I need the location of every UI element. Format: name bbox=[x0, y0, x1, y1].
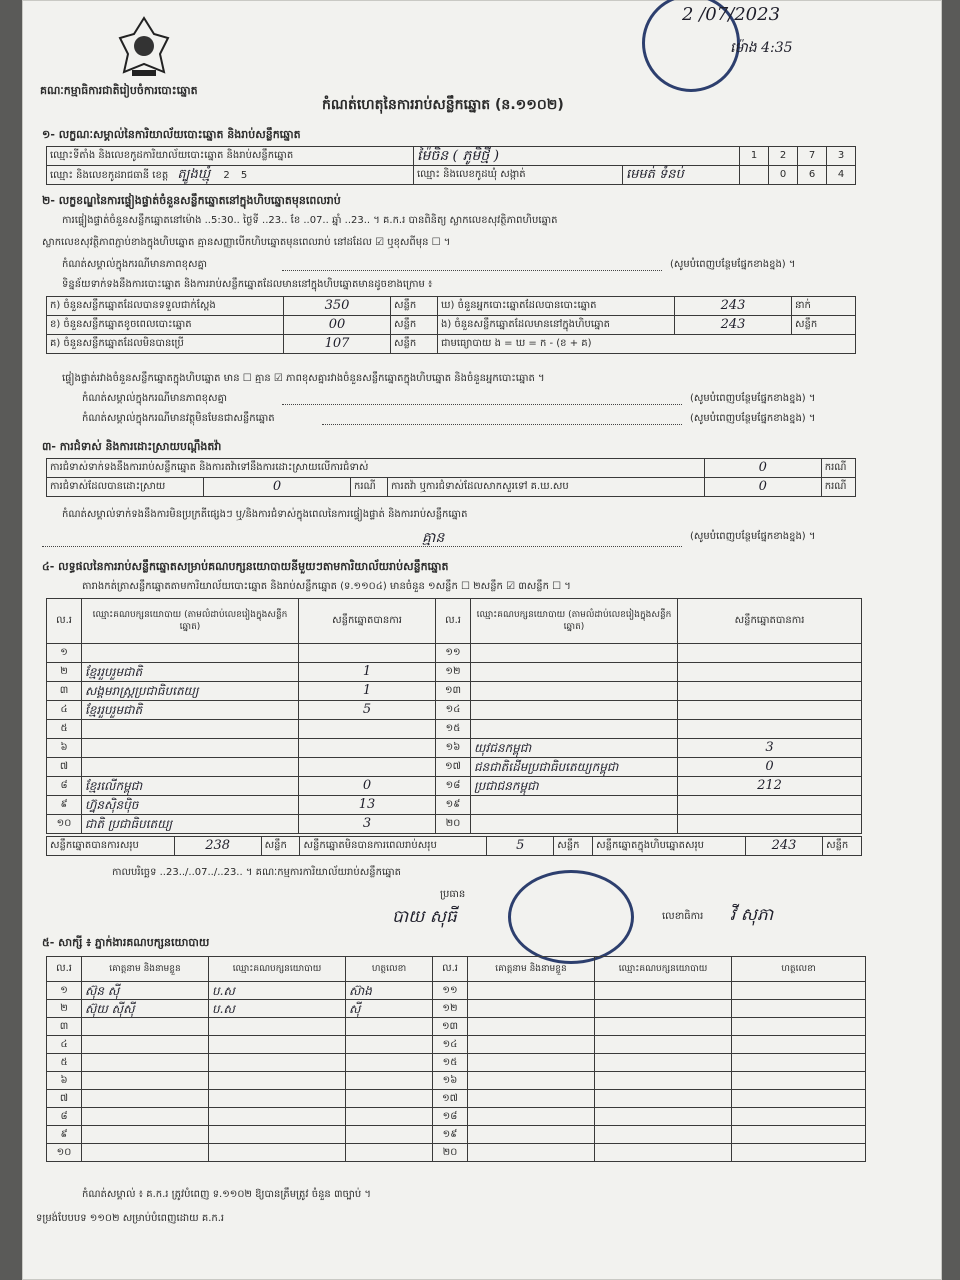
witness-party bbox=[595, 982, 732, 1000]
result-votes bbox=[678, 701, 862, 720]
witness-no: ២ bbox=[47, 1000, 82, 1018]
commune-digit: 4 bbox=[827, 166, 856, 185]
code-digit: 1 bbox=[740, 147, 769, 166]
commune-digit: 6 bbox=[798, 166, 827, 185]
witness-no: ១០ bbox=[47, 1144, 82, 1162]
location-label: ឈ្មោះទីតាំង និងលេខកូដការិយាល័យបោះឆ្នោត និងរាប់សន្លឹកឆ្នោត bbox=[47, 147, 414, 166]
witness-no: ៦ bbox=[47, 1072, 82, 1090]
witness-no: ១៦ bbox=[433, 1072, 468, 1090]
witness-signature bbox=[732, 982, 866, 1000]
results-col-no: ល.រ bbox=[47, 599, 82, 644]
result-no: ១៩ bbox=[436, 796, 471, 815]
table-row bbox=[47, 701, 862, 720]
witness-no: ១៨ bbox=[433, 1108, 468, 1126]
witness-signature bbox=[346, 1072, 433, 1090]
witness-signature bbox=[732, 1072, 866, 1090]
objection-row1-unit: ករណី bbox=[821, 459, 855, 478]
row-a-label: ក) ចំនួនសន្លឹកឆ្នោតដែលបានទទួលជាក់ស្តែង bbox=[47, 297, 284, 316]
result-party bbox=[471, 720, 678, 739]
result-no: ៥ bbox=[47, 720, 82, 739]
objection-row1-label: ការជំទាស់ទាក់ទងនឹងការរាប់សន្លឹកឆ្នោត និងការតវ៉ាទៅនឹងការដោះស្រាយលើការជំទាស់ bbox=[47, 459, 705, 478]
total-invalid-label: សន្លឹកឆ្នោតមិនបានការពេលរាប់សរុប bbox=[300, 837, 487, 856]
section2-line1: ការផ្ទៀងផ្ទាត់ចំនួនសន្លឹកឆ្នោតនៅម៉ោង ..5:30.. ថ្ងៃទី ..23.. ខែ ..07.. ឆ្នាំ ..23.. ។ គ.ក.រ បានពិនិត្យ ស្លាកលេខសុវត្ថិភាពហិបឆ្នោត bbox=[62, 215, 558, 226]
result-votes bbox=[678, 796, 862, 815]
witness-col-sig: ហត្ថលេខា bbox=[346, 957, 433, 982]
witness-party bbox=[209, 1072, 346, 1090]
table-row bbox=[47, 1036, 866, 1054]
result-party: ជនជាតិដើមប្រជាធិបតេយ្យកម្ពុជា bbox=[471, 758, 678, 777]
result-votes bbox=[678, 663, 862, 682]
stamp-time: ម៉ោង 4:35 bbox=[730, 40, 793, 56]
result-no: ១៣ bbox=[436, 682, 471, 701]
witness-name bbox=[468, 1054, 595, 1072]
result-party bbox=[82, 720, 299, 739]
code-digit: 7 bbox=[798, 147, 827, 166]
witness-name bbox=[468, 1108, 595, 1126]
row-a-value: 350 bbox=[284, 297, 391, 316]
table-row bbox=[47, 982, 866, 1000]
result-no: ១៤ bbox=[436, 701, 471, 720]
witness-party: ប.ស bbox=[209, 1000, 346, 1018]
province-label: ឈ្មោះ និងលេខកូដរាជធានី ខេត្ត bbox=[50, 169, 169, 181]
result-no: ១៨ bbox=[436, 777, 471, 796]
result-votes: 3 bbox=[678, 739, 862, 758]
province-digit: 2 bbox=[223, 169, 230, 181]
witness-name bbox=[82, 1126, 209, 1144]
row-e-value: 243 bbox=[675, 316, 792, 335]
result-votes bbox=[299, 758, 436, 777]
empty-cell bbox=[740, 166, 769, 185]
result-party: ប្រជាជនកម្ពុជា bbox=[471, 777, 678, 796]
total-box-value: 243 bbox=[746, 837, 823, 856]
result-votes bbox=[299, 644, 436, 663]
province-cell bbox=[47, 166, 414, 185]
witness-party bbox=[209, 1090, 346, 1108]
footer-note: កំណត់សម្គាល់ ៖ គ.ក.រ ត្រូវបំពេញ ទ.១១០២ ឱ្យបានត្រឹមត្រូវ ចំនួន ៣ច្បាប់ ។ bbox=[82, 1189, 371, 1200]
result-no: ៧ bbox=[47, 758, 82, 777]
result-party bbox=[82, 739, 299, 758]
result-no: ៩ bbox=[47, 796, 82, 815]
witness-party bbox=[209, 1054, 346, 1072]
witness-name bbox=[82, 1108, 209, 1126]
witness-signature bbox=[732, 1108, 866, 1126]
result-no: ៦ bbox=[47, 739, 82, 758]
witness-party bbox=[595, 1036, 732, 1054]
bullet1-line bbox=[282, 404, 682, 405]
president-signature: បាយ សុធី bbox=[392, 907, 457, 927]
row-d-value: 243 bbox=[675, 297, 792, 316]
witness-name bbox=[82, 1036, 209, 1054]
section2-bullet1: កំណត់សម្គាល់ក្នុងករណីមានភាពខុសគ្នា bbox=[82, 393, 228, 404]
witness-signature bbox=[732, 1126, 866, 1144]
witness-party bbox=[595, 1126, 732, 1144]
witness-party bbox=[209, 1018, 346, 1036]
section2-bullet2-hint: (សូមបំពេញបន្ថែមផ្នែកខាងខ្នង) ។ bbox=[690, 413, 816, 424]
result-no: ១៧ bbox=[436, 758, 471, 777]
province-digit: 5 bbox=[240, 169, 248, 181]
witness-name bbox=[82, 1018, 209, 1036]
result-votes: 13 bbox=[299, 796, 436, 815]
commune-label: ឈ្មោះ និងលេខកូដឃុំ សង្កាត់ bbox=[414, 166, 623, 185]
witness-no: ៨ bbox=[47, 1108, 82, 1126]
code-digit: 3 bbox=[827, 147, 856, 166]
witness-signature bbox=[732, 1090, 866, 1108]
result-no: ១៥ bbox=[436, 720, 471, 739]
total-valid-value: 238 bbox=[174, 837, 261, 856]
witness-signature bbox=[346, 1054, 433, 1072]
witness-party: ប.ស bbox=[209, 982, 346, 1000]
witness-party bbox=[595, 1090, 732, 1108]
witness-signature: ស៊ាង bbox=[346, 982, 433, 1000]
objections-table bbox=[46, 458, 856, 497]
result-votes: 5 bbox=[299, 701, 436, 720]
section2-bullet2: កំណត់សម្គាល់ក្នុងករណីមានវត្ថុមិនមែនជាសន្លឹកឆ្នោត bbox=[82, 413, 275, 424]
objection-row2-unit: ករណី bbox=[351, 478, 388, 497]
witness-signature bbox=[732, 1000, 866, 1018]
results-col-votes: សន្លឹកឆ្នោតបានការ bbox=[678, 599, 862, 644]
witness-no: ១៣ bbox=[433, 1018, 468, 1036]
ballot-data-table bbox=[46, 296, 856, 354]
row-c-unit: សន្លឹក bbox=[391, 335, 438, 354]
total-valid-unit: សន្លឹក bbox=[261, 837, 300, 856]
witness-no: ១ bbox=[47, 982, 82, 1000]
ballot-counting-form bbox=[22, 0, 942, 1280]
table-row bbox=[47, 1090, 866, 1108]
witness-table bbox=[46, 956, 866, 1162]
result-no: ៤ bbox=[47, 701, 82, 720]
witness-no: ៣ bbox=[47, 1018, 82, 1036]
table-row bbox=[47, 720, 862, 739]
commune-value: មេមត់ ទំនប់ bbox=[622, 166, 739, 185]
witness-name: ស៊ុយ ស៊ីស៊ី bbox=[82, 1000, 209, 1018]
result-no: ១២ bbox=[436, 663, 471, 682]
result-party bbox=[82, 758, 299, 777]
witness-name bbox=[468, 1036, 595, 1054]
witness-signature bbox=[732, 1036, 866, 1054]
witness-signature bbox=[346, 1018, 433, 1036]
section2-note-label: កំណត់សម្គាល់ក្នុងករណីមានភាពខុសគ្នា bbox=[62, 259, 208, 270]
table-row bbox=[47, 1000, 866, 1018]
witness-col-sig: ហត្ថលេខា bbox=[732, 957, 866, 982]
result-votes: 0 bbox=[678, 758, 862, 777]
result-votes bbox=[678, 644, 862, 663]
result-votes bbox=[678, 682, 862, 701]
formula: ជាមធ្យោបាយ ង = ឃ = ក - (ខ + គ) bbox=[438, 335, 856, 354]
result-party: ជាតិ ប្រជាធិបតេយ្យ bbox=[82, 815, 299, 834]
total-box-unit: សន្លឹក bbox=[823, 837, 862, 856]
table-row bbox=[47, 1144, 866, 1162]
witness-col-party: ឈ្មោះគណបក្សនយោបាយ bbox=[595, 957, 732, 982]
results-col-party: ឈ្មោះគណបក្សនយោបាយ (តាមលំដាប់លេខរៀងក្នុងសន្លឹកឆ្នោត) bbox=[82, 599, 299, 644]
objection-row2b-value: 0 bbox=[704, 478, 821, 497]
section3-note: កំណត់សម្គាល់ទាក់ទងនឹងការមិនប្រក្រតីផ្សេងៗ ឬ/និងការជំទាស់ក្នុងពេលនៃការផ្ទៀងផ្ទាត់ និងការរាប់សន្លឹកឆ្នោត bbox=[62, 509, 468, 520]
witness-signature bbox=[346, 1036, 433, 1054]
witness-name bbox=[82, 1090, 209, 1108]
objection-row2b-unit: ករណី bbox=[821, 478, 855, 497]
result-votes bbox=[299, 739, 436, 758]
witness-col-name: គោត្តនាម និងនាមខ្លួន bbox=[82, 957, 209, 982]
witness-no: ១២ bbox=[433, 1000, 468, 1018]
form-title: កំណត់ហេតុនៃការរាប់សន្លឹកឆ្នោត (ន.១១០២) bbox=[322, 97, 564, 113]
table-row bbox=[47, 682, 862, 701]
results-col-party: ឈ្មោះគណបក្សនយោបាយ (តាមលំដាប់លេខរៀងក្នុងសន្លឹកឆ្នោត) bbox=[471, 599, 678, 644]
table-row bbox=[47, 739, 862, 758]
result-party: សង្គមរាស្ត្រប្រជាធិបតេយ្យ bbox=[82, 682, 299, 701]
row-d-label: ឃ) ចំនួនអ្នកបោះឆ្នោតដែលបានបោះឆ្នោត bbox=[438, 297, 675, 316]
witness-signature bbox=[732, 1144, 866, 1162]
result-party: ខ្មែរលើកម្ពុជា bbox=[82, 777, 299, 796]
committee-stamp bbox=[508, 870, 634, 964]
row-c-value: 107 bbox=[284, 335, 391, 354]
result-no: ១១ bbox=[436, 644, 471, 663]
result-party bbox=[471, 682, 678, 701]
section4-intro: តារាងកត់ត្រាសន្លឹកឆ្នោតតាមការិយាល័យបោះឆ្នោត និងរាប់សន្លឹកឆ្នោត (ទ.១១០៤) មានចំនួន ១សន្លឹក ☐ ២សន្លឹក ☑ ៣សន្លឹក ☐ ។ bbox=[82, 581, 571, 592]
witness-signature: ស៊ី bbox=[346, 1000, 433, 1018]
result-party bbox=[471, 701, 678, 720]
table-row bbox=[47, 1072, 866, 1090]
witness-no: ១៩ bbox=[433, 1126, 468, 1144]
witness-signature bbox=[346, 1144, 433, 1162]
witness-name bbox=[468, 1144, 595, 1162]
result-party bbox=[82, 644, 299, 663]
row-e-label: ង) ចំនួនសន្លឹកឆ្នោតដែលមាននៅក្នុងហិបឆ្នោត bbox=[438, 316, 675, 335]
result-no: ១៦ bbox=[436, 739, 471, 758]
total-valid-label: សន្លឹកឆ្នោតបានការសរុប bbox=[47, 837, 175, 856]
witness-party bbox=[209, 1126, 346, 1144]
objection-row2b-label: ការតវ៉ា ឬការជំទាស់ដែលសាកសួរទៅ គ.ឃ.សប bbox=[388, 478, 705, 497]
note-line bbox=[282, 270, 662, 271]
section1-heading: ១- លក្ខណៈសម្គាល់នៃការិយាល័យបោះឆ្នោត និងរាប់សន្លឹកឆ្នោត bbox=[42, 128, 301, 141]
witness-col-no: ល.រ bbox=[47, 957, 82, 982]
total-invalid-unit: សន្លឹក bbox=[554, 837, 593, 856]
result-votes bbox=[299, 720, 436, 739]
nec-emblem-icon bbox=[114, 14, 174, 80]
table-row bbox=[47, 1126, 866, 1144]
section2-bullet1-hint: (សូមបំពេញបន្ថែមផ្នែកខាងខ្នង) ។ bbox=[690, 393, 816, 404]
witness-name bbox=[468, 1090, 595, 1108]
commune-digit: 0 bbox=[769, 166, 798, 185]
section4-heading: ៤- លទ្ធផលនៃការរាប់សន្លឹកឆ្នោតសម្រាប់គណបក្សនយោបាយនីមួយៗតាមការិយាល័យរាប់សន្លឹកឆ្នោត bbox=[42, 560, 449, 573]
section3-note-hint: (សូមបំពេញបន្ថែមផ្នែកខាងខ្នង) ។ bbox=[690, 531, 816, 542]
witness-no: ២០ bbox=[433, 1144, 468, 1162]
result-party: ហ្វ៊ុនស៊ិនប៉ិច bbox=[82, 796, 299, 815]
witness-name bbox=[468, 982, 595, 1000]
witness-name bbox=[468, 1000, 595, 1018]
witness-party bbox=[595, 1018, 732, 1036]
witness-no: ៧ bbox=[47, 1090, 82, 1108]
witness-name bbox=[468, 1072, 595, 1090]
table-row bbox=[47, 1054, 866, 1072]
secretary-label: លេខាធិការ bbox=[662, 911, 704, 922]
witness-no: ១៧ bbox=[433, 1090, 468, 1108]
row-c-label: គ) ចំនួនសន្លឹកឆ្នោតដែលមិនបានប្រើ bbox=[47, 335, 284, 354]
table-row bbox=[47, 1108, 866, 1126]
row-b-value: 00 bbox=[284, 316, 391, 335]
witness-no: ៩ bbox=[47, 1126, 82, 1144]
result-votes: 1 bbox=[299, 682, 436, 701]
stamp-date: 2 /07/2023 bbox=[682, 4, 781, 25]
witness-name bbox=[82, 1054, 209, 1072]
row-b-unit: សន្លឹក bbox=[391, 316, 438, 335]
section1-table bbox=[46, 146, 856, 185]
table-row bbox=[47, 796, 862, 815]
section5-heading: ៥- សាក្សី ៖ ភ្នាក់ងារគណបក្សនយោបាយ bbox=[42, 936, 210, 949]
section2-check-line: ផ្ទៀងផ្ទាត់រវាងចំនួនសន្លឹកឆ្នោតក្នុងហិបឆ្នោត មាន ☐ គ្មាន ☑ ភាពខុសគ្នារវាងចំនួនសន្លឹកឆ្នោតក្នុងហិបឆ្នោត និងចំនួនអ្នកបោះឆ្នោត ។ bbox=[62, 373, 545, 384]
witness-col-party: ឈ្មោះគណបក្សនយោបាយ bbox=[209, 957, 346, 982]
result-party bbox=[471, 815, 678, 834]
witness-party bbox=[209, 1036, 346, 1054]
row-e-unit: សន្លឹក bbox=[792, 316, 856, 335]
witness-name bbox=[468, 1126, 595, 1144]
witness-party bbox=[595, 1144, 732, 1162]
total-box-label: សន្លឹកឆ្នោតក្នុងហិបឆ្នោតសរុប bbox=[593, 837, 746, 856]
secretary-signature: វី សុភា bbox=[730, 905, 774, 925]
section3-note-line bbox=[42, 546, 682, 547]
witness-no: ១១ bbox=[433, 982, 468, 1000]
row-b-label: ខ) ចំនួនសន្លឹកឆ្នោតខូចពេលបោះឆ្នោត bbox=[47, 316, 284, 335]
witness-name bbox=[468, 1018, 595, 1036]
witness-no: ១៤ bbox=[433, 1036, 468, 1054]
table-row bbox=[47, 758, 862, 777]
section2-line2: ស្លាកលេខសុវត្ថិភាពភ្ជាប់ខាងក្នុងហិបឆ្នោត គ្មានសញ្ញាបើកហិបឆ្នោតមុនពេលរាប់ នៅដដែល ☑ ឬខុសពីមុន ☐ ។ bbox=[42, 237, 451, 248]
result-votes: 212 bbox=[678, 777, 862, 796]
result-party: ខ្មែររួបរួមជាតិ bbox=[82, 701, 299, 720]
results-col-votes: សន្លឹកឆ្នោតបានការ bbox=[299, 599, 436, 644]
result-party bbox=[471, 796, 678, 815]
witness-no: ៤ bbox=[47, 1036, 82, 1054]
result-no: ២ bbox=[47, 663, 82, 682]
result-votes: 3 bbox=[299, 815, 436, 834]
result-votes bbox=[678, 815, 862, 834]
result-no: ៣ bbox=[47, 682, 82, 701]
objection-row1-value: 0 bbox=[704, 459, 821, 478]
witness-no: ១៥ bbox=[433, 1054, 468, 1072]
witness-party bbox=[595, 1000, 732, 1018]
witness-col-no: ល.រ bbox=[433, 957, 468, 982]
table-row bbox=[47, 644, 862, 663]
witness-signature bbox=[732, 1018, 866, 1036]
witness-name bbox=[82, 1144, 209, 1162]
result-party bbox=[471, 644, 678, 663]
result-votes bbox=[678, 720, 862, 739]
result-votes: 0 bbox=[299, 777, 436, 796]
president-label: ប្រធាន bbox=[440, 889, 466, 900]
result-party: យុវជនកម្ពុជា bbox=[471, 739, 678, 758]
section3-note-value: គ្មាន bbox=[422, 530, 445, 546]
witness-signature bbox=[732, 1054, 866, 1072]
witness-signature bbox=[346, 1090, 433, 1108]
witness-name: ស៊ុន ស៊ី bbox=[82, 982, 209, 1000]
result-party bbox=[471, 663, 678, 682]
province-value: ត្បូងឃ្មុំ bbox=[177, 166, 211, 182]
bullet2-line bbox=[322, 424, 682, 425]
table-row bbox=[47, 777, 862, 796]
result-no: ១ bbox=[47, 644, 82, 663]
witness-party bbox=[209, 1144, 346, 1162]
result-party: ខ្មែររួបរួមជាតិ bbox=[82, 663, 299, 682]
result-no: ៨ bbox=[47, 777, 82, 796]
committee-name: គណៈកម្មាធិការជាតិរៀបចំការបោះឆ្នោត bbox=[40, 84, 198, 97]
witness-signature bbox=[346, 1108, 433, 1126]
row-d-unit: នាក់ bbox=[792, 297, 856, 316]
objection-row2-value: 0 bbox=[204, 478, 351, 497]
objection-row2-label: ការជំទាស់ដែលបានដោះស្រាយ bbox=[47, 478, 204, 497]
witness-no: ៥ bbox=[47, 1054, 82, 1072]
result-no: ២០ bbox=[436, 815, 471, 834]
table-row bbox=[47, 1018, 866, 1036]
witness-signature bbox=[346, 1126, 433, 1144]
totals-table bbox=[46, 836, 862, 856]
result-no: ១០ bbox=[47, 815, 82, 834]
section2-note-hint: (សូមបំពេញបន្ថែមផ្នែកខាងខ្នង) ។ bbox=[670, 259, 796, 270]
witness-party bbox=[595, 1054, 732, 1072]
form-code: ទម្រង់បែបបទ ១១០២ សម្រាប់បំពេញដោយ គ.ក.រ bbox=[36, 1213, 225, 1224]
section2-heading: ២- លក្ខខណ្ឌនៃការផ្ទៀងផ្ទាត់ចំនួនសន្លឹកឆ្នោតនៅក្នុងហិបឆ្នោតមុនពេលរាប់ bbox=[42, 194, 341, 207]
table-row bbox=[47, 815, 862, 834]
witness-party bbox=[209, 1108, 346, 1126]
witness-party bbox=[595, 1108, 732, 1126]
location-value: ម៉ៃចិន ( ភូមិថ្មី ) bbox=[414, 147, 740, 166]
results-table bbox=[46, 598, 862, 834]
total-invalid-value: 5 bbox=[487, 837, 554, 856]
results-col-no: ល.រ bbox=[436, 599, 471, 644]
witness-col-name: គោត្តនាម និងនាមខ្លួន bbox=[468, 957, 595, 982]
date-line: កាលបរិច្ឆេទ ..23../..07../..23.. ។ គណៈកម្មការការិយាល័យរាប់សន្លឹកឆ្នោត bbox=[112, 867, 402, 878]
result-votes: 1 bbox=[299, 663, 436, 682]
code-digit: 2 bbox=[769, 147, 798, 166]
section2-intro: ទិន្នន័យទាក់ទងនឹងការបោះឆ្នោត និងការរាប់សន្លឹកឆ្នោតដែលមាននៅក្នុងហិបឆ្នោតមានដូចខាងក្រោម ៖ bbox=[62, 279, 433, 290]
row-a-unit: សន្លឹក bbox=[391, 297, 438, 316]
witness-name bbox=[82, 1072, 209, 1090]
section3-heading: ៣- ការជំទាស់ និងការដោះស្រាយបណ្តឹងតវ៉ា bbox=[42, 440, 222, 453]
table-row bbox=[47, 663, 862, 682]
witness-party bbox=[595, 1072, 732, 1090]
